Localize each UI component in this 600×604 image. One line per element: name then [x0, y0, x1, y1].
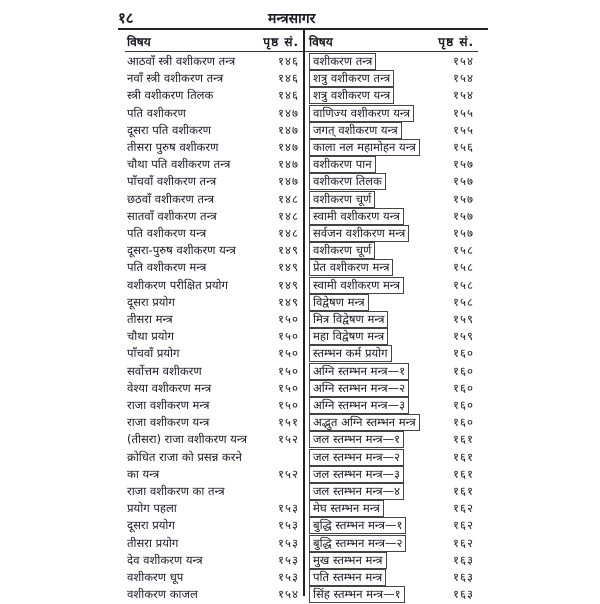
entry-page: १६२ [453, 501, 474, 516]
index-entry [303, 516, 478, 535]
index-entry [125, 138, 303, 157]
entry-title: (तीसरा) राजा वशीकरण यन्त्र [127, 432, 247, 447]
entry-title: सातवाँ वशीकरण तन्त्र [127, 208, 217, 223]
entry-page: १६१ [453, 466, 474, 481]
entry-title: वशीकरण पान [309, 156, 376, 173]
entry-title: पति वशीकरण [127, 105, 186, 120]
index-entry [303, 293, 478, 312]
entry-title: राजा वशीकरण यन्त्र [127, 415, 210, 430]
entry-title: स्त्री वशीकरण तिलक [127, 88, 214, 103]
entry-title: वशीकरण परीक्षित प्रयोग [127, 277, 229, 292]
left-index-column [125, 30, 305, 602]
index-entry [125, 121, 303, 140]
index-entry [125, 86, 303, 105]
index-entry [303, 86, 478, 105]
entry-page: १४८ [278, 208, 299, 223]
index-entry [125, 585, 303, 604]
entry-title: तीसरा मन्त्र [127, 312, 173, 326]
index-entry [303, 138, 478, 157]
entry-title: पति वशीकरण यन्त्र [127, 226, 207, 240]
index-entry [125, 516, 303, 535]
book-title: मन्त्रसागर [268, 11, 316, 27]
entry-page: १५४ [453, 71, 474, 86]
entry-page: १६० [453, 363, 474, 378]
entry-title: बुद्धि स्तम्भन मन्त्र—१ [309, 517, 406, 534]
entry-page: १६० [453, 380, 474, 395]
entry-page: १६३ [453, 570, 474, 584]
index-entry [303, 327, 478, 346]
entry-title: तीसरा पुरुष वशीकरण [127, 140, 219, 154]
entry-title: जल स्तम्भन मन्त्र—२ [309, 449, 404, 466]
entry-title: जल स्तम्भन मन्त्र—३ [309, 466, 404, 483]
entry-page: १५५ [453, 105, 474, 120]
index-entry [303, 551, 478, 570]
index-entry [125, 276, 303, 295]
page-heading: पृष्ठ सं. [438, 35, 474, 49]
entry-page: १५८ [453, 243, 474, 258]
index-entry [125, 465, 303, 484]
index-entry [125, 534, 303, 553]
entry-title: मित्र विद्वेषण मन्त्र [309, 311, 388, 328]
index-entry [125, 499, 303, 518]
index-entry [303, 448, 478, 467]
entry-page: १४७ [278, 122, 299, 137]
entry-title: राजा वशीकरण का तन्त्र [127, 484, 225, 498]
index-entry [303, 362, 478, 381]
entry-title: प्रेत वशीकरण मन्त्र [309, 259, 393, 276]
index-entry [125, 413, 303, 432]
index-entry [125, 482, 303, 501]
entry-page: १५० [278, 312, 299, 326]
index-entry [303, 207, 478, 226]
entry-title: सर्वजन वशीकरण मन्त्र [309, 225, 409, 242]
entry-title: मुख स्तम्भन मन्त्र [309, 552, 387, 569]
entry-page: १४६ [278, 88, 299, 103]
entry-page: १५० [278, 346, 299, 361]
entry-page: १६१ [453, 484, 474, 498]
entry-title: पति स्तम्भन मन्त्र [309, 569, 386, 586]
entry-title: आठवाँ स्त्री वशीकरण तन्त्र [127, 54, 236, 68]
entry-page: १६२ [453, 518, 474, 533]
entry-title: चौथा पति वशीकरण तन्त्र [127, 157, 231, 172]
entry-title: जल स्तम्भन मन्त्र—४ [309, 483, 404, 500]
index-entry [125, 155, 303, 174]
entry-title: प्रयोग पहला [127, 501, 177, 516]
entry-title: दूसरा-पुरुष वशीकरण यन्त्र [127, 243, 236, 258]
entry-page: १५८ [453, 277, 474, 292]
entry-page: १५४ [453, 88, 474, 103]
index-entry [125, 190, 303, 209]
entry-page: १५७ [453, 191, 474, 206]
entry-page: १६३ [453, 587, 474, 602]
index-entry [303, 241, 478, 260]
entry-page: १६० [453, 346, 474, 361]
index-entry [125, 258, 303, 277]
entry-title: नवाँ स्त्री वशीकरण तन्त्र [127, 71, 224, 86]
right-index-column [303, 30, 478, 602]
page-header [118, 8, 488, 28]
entry-page: १६१ [453, 449, 474, 464]
index-entry [125, 293, 303, 312]
entry-page: १५३ [278, 570, 299, 584]
index-entry [125, 224, 303, 243]
index-entry [303, 465, 478, 484]
entry-title: देव वशीकरण यन्त्र [127, 552, 203, 567]
entry-title: पति वशीकरण मन्त्र [127, 260, 207, 275]
index-entry [125, 52, 303, 71]
entry-page: १५० [278, 380, 299, 395]
entry-title: मेघ स्तम्भन मन्त्र [309, 500, 384, 517]
entry-page: १५० [278, 398, 299, 412]
index-entry [303, 568, 478, 587]
entry-page: १५९ [453, 312, 474, 326]
entry-page: १४७ [278, 174, 299, 189]
index-entry [303, 379, 478, 398]
entry-title: विद्वेषण मन्त्र [309, 294, 369, 311]
entry-title: स्तम्भन कर्म प्रयोग [309, 345, 392, 362]
entry-page: १४८ [278, 191, 299, 206]
entry-page: १४९ [278, 243, 299, 258]
index-entry [125, 379, 303, 398]
entry-page: १५४ [278, 587, 299, 602]
entry-page: १५८ [453, 260, 474, 275]
entry-title: छठवाँ वशीकरण तन्त्र [127, 191, 215, 206]
entry-page: १५० [278, 363, 299, 378]
entry-page: १५० [278, 329, 299, 344]
entry-page: १६१ [453, 432, 474, 447]
index-entry [125, 396, 303, 415]
subject-heading: विषय [309, 35, 333, 49]
page-heading: पृष्ठ सं. [263, 35, 299, 49]
entry-title: जगत् वशीकरण यन्त्र [309, 122, 402, 139]
index-entry [303, 172, 478, 191]
entry-page: १५९ [453, 329, 474, 344]
entry-page: १६० [453, 398, 474, 412]
entry-page: १५८ [453, 294, 474, 309]
index-entry [303, 258, 478, 277]
column-heading [303, 33, 478, 52]
entry-title: महा विद्वेषण मन्त्र [309, 328, 388, 345]
entry-title: पाँचवाँ प्रयोग [127, 346, 180, 361]
entry-title: दूसरा प्रयोग [127, 294, 175, 309]
entry-page: १५७ [453, 174, 474, 189]
index-entry [125, 104, 303, 123]
entry-title: काला नल महामोहन यन्त्र [309, 139, 420, 156]
entry-title: अग्नि स्तम्भन मन्त्र—३ [309, 397, 409, 414]
entry-page: १५३ [278, 535, 299, 550]
entry-page: १५४ [453, 54, 474, 68]
entry-page: १५३ [278, 518, 299, 533]
entry-title: दूसरा पति वशीकरण [127, 122, 211, 137]
index-entry [303, 482, 478, 501]
entry-title: पाँचवाँ वशीकरण तन्त्र [127, 174, 217, 189]
entry-title: सर्वोत्तम वशीकरण [127, 363, 202, 378]
entry-page: १४९ [278, 294, 299, 309]
entry-page: १५२ [278, 432, 299, 447]
index-entry [125, 430, 303, 449]
index-entry [125, 69, 303, 88]
index-entry [303, 155, 478, 174]
entry-title: बुद्धि स्तम्भन मन्त्र—२ [309, 535, 406, 552]
index-entry [303, 585, 478, 604]
entry-page: १५२ [278, 466, 299, 481]
index-entry [125, 327, 303, 346]
entry-page: १४९ [278, 277, 299, 292]
entry-page: १५१ [278, 415, 299, 430]
entry-page: १५७ [453, 226, 474, 240]
entry-title: स्वामी वशीकरण मन्त्र [309, 277, 404, 294]
column-heading [125, 33, 303, 52]
entry-page: १४६ [278, 54, 299, 68]
entry-title: स्वामी वशीकरण यन्त्र [309, 208, 404, 225]
entry-title: शत्रु वशीकरण यन्त्र [309, 87, 394, 104]
entry-title: क्रोधित राजा को प्रसन्न करने [127, 449, 242, 464]
index-entry [125, 448, 303, 467]
index-entry [303, 69, 478, 88]
entry-title: वशीकरण चूर्ण [309, 242, 375, 259]
entry-page: १५६ [453, 140, 474, 154]
index-entry [303, 121, 478, 140]
entry-title: वशीकरण काजल [127, 587, 198, 602]
entry-page: १५७ [453, 157, 474, 172]
index-entry [303, 534, 478, 553]
index-entry [303, 52, 478, 71]
entry-title: अद्भुत अग्नि स्तम्भन मन्त्र [309, 414, 420, 431]
entry-title: राजा वशीकरण मन्त्र [127, 398, 210, 412]
entry-title: जल स्तम्भन मन्त्र—१ [309, 431, 404, 448]
index-entry [303, 104, 478, 123]
index-entry [303, 344, 478, 363]
subject-heading: विषय [127, 35, 151, 49]
index-entry [303, 396, 478, 415]
index-entry [303, 310, 478, 329]
entry-page: १५७ [453, 208, 474, 223]
entry-title: वशीकरण चूर्ण [309, 191, 375, 208]
entry-title: अग्नि स्तम्भन मन्त्र—२ [309, 380, 409, 397]
index-entry [303, 499, 478, 518]
entry-page: १६२ [453, 535, 474, 550]
entry-title: वेश्या वशीकरण मन्त्र [127, 380, 212, 395]
entry-page: १५५ [453, 122, 474, 137]
index-entry [125, 362, 303, 381]
index-entry [303, 276, 478, 295]
index-entry [303, 413, 478, 432]
entry-page: १५३ [278, 552, 299, 567]
entry-title: तीसरा प्रयोग [127, 535, 179, 550]
entry-page: १४९ [278, 260, 299, 275]
page-number: १८ [118, 9, 134, 27]
entry-title: वशीकरण धूप [127, 570, 184, 584]
entry-page: १४७ [278, 140, 299, 154]
index-entry [303, 190, 478, 209]
index-entry [125, 551, 303, 570]
entry-title: वाणिज्य वशीकरण यन्त्र [309, 105, 414, 122]
entry-title: का यन्त्र [127, 466, 160, 481]
index-entry [125, 172, 303, 191]
entry-page: १६३ [453, 552, 474, 567]
entry-title: अग्नि स्तम्भन मन्त्र—१ [309, 363, 409, 380]
entry-page: १४८ [278, 226, 299, 240]
index-entry [125, 207, 303, 226]
index-entry [125, 568, 303, 587]
index-entry [125, 310, 303, 329]
entry-page: १४६ [278, 71, 299, 86]
entry-title: वशीकरण तन्त्र [309, 53, 376, 70]
entry-title: शत्रु वशीकरण तन्त्र [309, 70, 394, 87]
entry-title: चौथा प्रयोग [127, 329, 174, 344]
entry-page: १४७ [278, 157, 299, 172]
entry-page: १४७ [278, 105, 299, 120]
index-entry [125, 344, 303, 363]
entry-page: १५३ [278, 501, 299, 516]
index-entry [125, 241, 303, 260]
entry-title: सिंह स्तम्भन मन्त्र—१ [309, 586, 405, 603]
entry-title: दूसरा प्रयोग [127, 518, 175, 533]
index-entry [303, 430, 478, 449]
entry-page: १६० [453, 415, 474, 430]
index-entry [303, 224, 478, 243]
entry-title: वशीकरण तिलक [309, 173, 386, 190]
